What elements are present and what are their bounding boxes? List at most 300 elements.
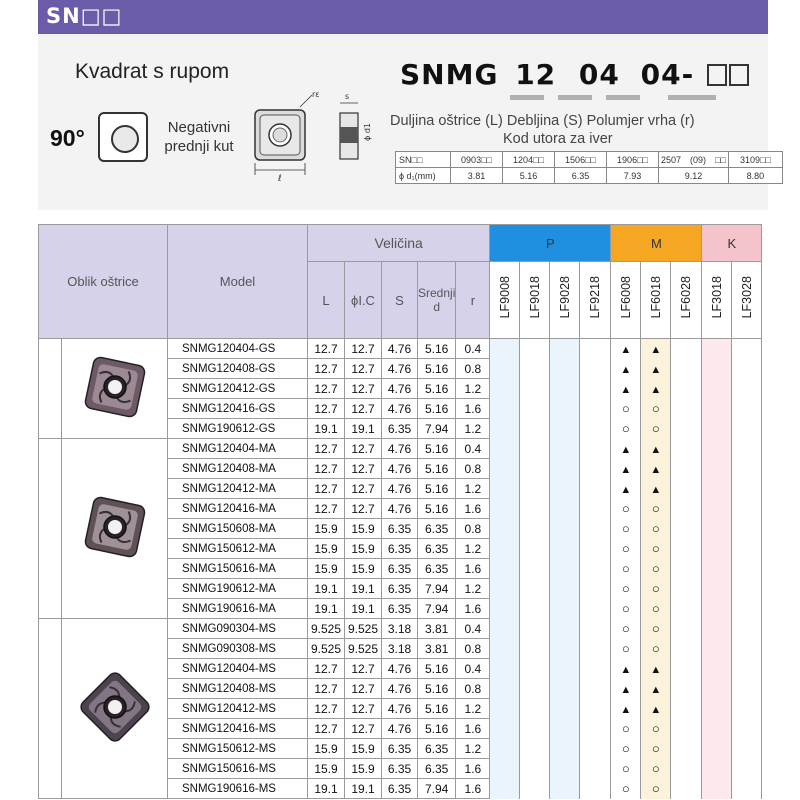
grade-cell xyxy=(641,479,671,499)
size-IC-cell: 15.9 xyxy=(345,559,382,579)
availability-mark: ○ xyxy=(621,760,630,776)
size-r-cell: 0.8 xyxy=(456,679,490,699)
size-d-cell: 6.35 xyxy=(418,759,456,779)
grade-cell xyxy=(702,679,732,699)
grade-cell xyxy=(702,439,732,459)
grade-cell xyxy=(702,539,732,559)
grade-cell xyxy=(671,479,702,499)
grade-cell xyxy=(580,459,611,479)
model-cell: SNMG120408-MS xyxy=(168,679,308,699)
size-S-cell: 6.35 xyxy=(382,519,418,539)
grade-cell xyxy=(611,359,641,379)
grade-cell xyxy=(550,619,580,639)
grade-cell xyxy=(580,739,611,759)
corner-radius-label: rε xyxy=(312,90,320,99)
grade-cell xyxy=(611,659,641,679)
grade-cell xyxy=(671,739,702,759)
grade-cell xyxy=(732,679,762,699)
table-row xyxy=(39,619,762,639)
grade-cell xyxy=(732,359,762,379)
availability-mark: ▲ xyxy=(620,343,632,356)
size-IC-cell: 12.7 xyxy=(345,359,382,379)
grade-cell xyxy=(580,439,611,459)
size-d-cell: 5.16 xyxy=(418,339,456,359)
shape-image-cell xyxy=(62,439,168,619)
size-S-cell: 3.18 xyxy=(382,639,418,659)
size-L-cell: 12.7 xyxy=(308,499,345,519)
grade-cell xyxy=(580,419,611,439)
code-radius: 04- xyxy=(640,58,695,91)
size-r-cell: 1.2 xyxy=(456,579,490,599)
availability-mark: ▲ xyxy=(650,683,662,696)
grade-cell xyxy=(732,779,762,799)
size-d-cell: 3.81 xyxy=(418,619,456,639)
model-cell: SNMG190616-MS xyxy=(168,779,308,799)
grade-cell xyxy=(550,539,580,559)
grade-cell xyxy=(490,479,520,499)
grade-cell xyxy=(702,719,732,739)
grade-cell xyxy=(671,779,702,799)
size-r-cell: 0.4 xyxy=(456,619,490,639)
grade-cell xyxy=(671,419,702,439)
grade-cell xyxy=(520,479,550,499)
thickness-label: s xyxy=(345,92,350,101)
size-IC-cell: 12.7 xyxy=(345,379,382,399)
table-row xyxy=(39,339,762,359)
size-L-cell: 12.7 xyxy=(308,439,345,459)
size-r-cell: 0.8 xyxy=(456,639,490,659)
grade-cell xyxy=(550,699,580,719)
availability-mark: ○ xyxy=(651,760,660,776)
grade-cell xyxy=(520,459,550,479)
size-r-cell: 1.6 xyxy=(456,559,490,579)
grade-cell xyxy=(490,499,520,519)
availability-mark: ○ xyxy=(621,560,630,576)
size-d-cell: 5.16 xyxy=(418,359,456,379)
insert-photo-ma xyxy=(75,487,155,567)
grade-cell xyxy=(732,559,762,579)
availability-mark: ▲ xyxy=(620,663,632,676)
grade-cell xyxy=(611,499,641,519)
model-cell: SNMG120404-MS xyxy=(168,659,308,679)
grade-cell xyxy=(520,779,550,799)
grade-cell xyxy=(580,479,611,499)
grade-cell xyxy=(732,419,762,439)
grade-cell xyxy=(611,459,641,479)
availability-mark: ○ xyxy=(621,740,630,756)
availability-mark: ▲ xyxy=(620,683,632,696)
size-S-cell: 4.76 xyxy=(382,499,418,519)
size-IC-cell: 15.9 xyxy=(345,539,382,559)
size-L-cell: 9.525 xyxy=(308,639,345,659)
grade-cell xyxy=(490,399,520,419)
grade-cell xyxy=(671,399,702,419)
grade-header: LF6008 xyxy=(618,276,633,319)
grade-cell xyxy=(490,439,520,459)
availability-mark: ▲ xyxy=(620,383,632,396)
grade-cell xyxy=(490,699,520,719)
size-d-cell: 6.35 xyxy=(418,739,456,759)
grade-header: LF3028 xyxy=(739,276,754,319)
availability-mark: ▲ xyxy=(650,483,662,496)
grade-cell xyxy=(550,659,580,679)
grade-cell xyxy=(732,519,762,539)
relief-label: Negativni prednji kut xyxy=(164,119,234,155)
grade-cell xyxy=(490,339,520,359)
grade-cell xyxy=(641,459,671,479)
size-IC-cell: 12.7 xyxy=(345,439,382,459)
availability-mark: ○ xyxy=(621,400,630,416)
grade-header: LF9218 xyxy=(588,276,603,319)
size-IC-cell: 9.525 xyxy=(345,639,382,659)
model-cell: SNMG120408-MA xyxy=(168,459,308,479)
grade-cell xyxy=(611,579,641,599)
banner-title: SN□□ xyxy=(46,4,123,28)
size-d-cell: 5.16 xyxy=(418,459,456,479)
grade-cell xyxy=(520,339,550,359)
grade-cell xyxy=(520,579,550,599)
underline-length xyxy=(510,95,544,100)
size-S-cell: 4.76 xyxy=(382,359,418,379)
grade-cell xyxy=(550,639,580,659)
grade-cell xyxy=(702,739,732,759)
size-r-cell: 0.8 xyxy=(456,519,490,539)
insert-image xyxy=(75,667,155,750)
grade-cell xyxy=(520,559,550,579)
size-S-cell: 4.76 xyxy=(382,479,418,499)
grade-cell xyxy=(580,379,611,399)
grade-cell xyxy=(641,659,671,679)
grade-cell xyxy=(732,499,762,519)
availability-mark: ○ xyxy=(651,500,660,516)
code-legend-line1: Duljina oštrice (L) Debljina (S) Polumjer vrha (r) xyxy=(390,113,695,129)
grade-cell xyxy=(580,519,611,539)
grade-cell xyxy=(702,359,732,379)
grade-cell xyxy=(611,619,641,639)
header-size: Veličina xyxy=(308,225,490,262)
grade-header: LF3018 xyxy=(709,276,724,319)
availability-mark: ○ xyxy=(621,780,630,796)
grade-cell xyxy=(490,539,520,559)
size-S-cell: 4.76 xyxy=(382,699,418,719)
size-S-cell: 4.76 xyxy=(382,399,418,419)
model-cell: SNMG150612-MS xyxy=(168,739,308,759)
availability-mark: ▲ xyxy=(620,363,632,376)
grade-cell xyxy=(490,679,520,699)
size-IC-cell: 12.7 xyxy=(345,719,382,739)
shape-spacer xyxy=(39,439,62,619)
size-S-cell: 6.35 xyxy=(382,599,418,619)
grade-cell xyxy=(732,439,762,459)
size-r-cell: 0.4 xyxy=(456,339,490,359)
size-S-cell: 3.18 xyxy=(382,619,418,639)
grade-cell xyxy=(520,699,550,719)
grade-cell xyxy=(732,659,762,679)
grade-cell xyxy=(641,699,671,719)
availability-mark: ○ xyxy=(651,520,660,536)
code-prefix: SNMG xyxy=(400,58,499,91)
code-legend-line2: Kod utora za iver xyxy=(503,131,613,147)
size-r-cell: 0.4 xyxy=(456,659,490,679)
model-cell: SNMG150612-MA xyxy=(168,539,308,559)
grade-cell xyxy=(641,419,671,439)
model-cell: SNMG150616-MA xyxy=(168,559,308,579)
size-r-cell: 0.8 xyxy=(456,359,490,379)
grade-cell xyxy=(702,579,732,599)
size-IC-cell: 15.9 xyxy=(345,759,382,779)
grade-cell xyxy=(641,639,671,659)
size-S-cell: 4.76 xyxy=(382,659,418,679)
size-d-cell: 5.16 xyxy=(418,399,456,419)
shape-image-cell xyxy=(62,619,168,799)
designation-code xyxy=(400,58,749,91)
size-L-cell: 15.9 xyxy=(308,559,345,579)
grade-cell xyxy=(550,739,580,759)
grade-cell xyxy=(550,499,580,519)
size-L-cell: 19.1 xyxy=(308,419,345,439)
availability-mark: ○ xyxy=(651,740,660,756)
grade-cell xyxy=(580,759,611,779)
grade-cell xyxy=(490,719,520,739)
size-d-cell: 5.16 xyxy=(418,659,456,679)
grade-cell xyxy=(641,379,671,399)
model-cell: SNMG120412-MS xyxy=(168,699,308,719)
grade-cell xyxy=(550,579,580,599)
size-d-cell: 3.81 xyxy=(418,639,456,659)
size-IC-cell: 19.1 xyxy=(345,779,382,799)
grade-cell xyxy=(580,539,611,559)
grade-cell xyxy=(550,439,580,459)
size-S-cell: 6.35 xyxy=(382,739,418,759)
mini-row2-label: ϕ d₁(mm) xyxy=(396,168,451,184)
size-r-cell: 1.6 xyxy=(456,759,490,779)
grade-cell xyxy=(490,519,520,539)
code-box-1 xyxy=(707,64,727,86)
grade-cell xyxy=(611,339,641,359)
grade-cell xyxy=(671,699,702,719)
grade-cell xyxy=(641,559,671,579)
availability-mark: ○ xyxy=(651,580,660,596)
grade-cell xyxy=(732,699,762,719)
grade-cell xyxy=(702,419,732,439)
grade-cell xyxy=(671,519,702,539)
grade-cell xyxy=(702,639,732,659)
grade-cell xyxy=(702,619,732,639)
size-IC-cell: 12.7 xyxy=(345,679,382,699)
availability-mark: ○ xyxy=(651,400,660,416)
grade-cell xyxy=(550,379,580,399)
grade-cell xyxy=(580,639,611,659)
size-IC-cell: 15.9 xyxy=(345,739,382,759)
grade-cell xyxy=(732,339,762,359)
grade-cell xyxy=(732,639,762,659)
size-r-cell: 1.2 xyxy=(456,479,490,499)
availability-mark: ○ xyxy=(621,500,630,516)
availability-mark: ○ xyxy=(621,620,630,636)
grade-cell xyxy=(671,539,702,559)
size-d-cell: 5.16 xyxy=(418,439,456,459)
size-L-cell: 12.7 xyxy=(308,379,345,399)
grade-cell xyxy=(580,559,611,579)
size-r-cell: 1.6 xyxy=(456,499,490,519)
availability-mark: ▲ xyxy=(620,443,632,456)
grade-cell xyxy=(611,759,641,779)
model-cell: SNMG120412-GS xyxy=(168,379,308,399)
header-IC: ϕI.C xyxy=(345,262,382,339)
grade-cell xyxy=(702,459,732,479)
grade-cell xyxy=(611,679,641,699)
grade-cell xyxy=(611,439,641,459)
model-cell: SNMG190612-MA xyxy=(168,579,308,599)
grade-cell xyxy=(520,539,550,559)
size-IC-cell: 19.1 xyxy=(345,579,382,599)
header-shape: Oblik oštrice xyxy=(39,225,168,339)
availability-mark: ○ xyxy=(651,640,660,656)
insert-square-icon xyxy=(98,112,148,162)
shape-name: Kvadrat s rupom xyxy=(75,60,230,83)
insert-photo-ms xyxy=(75,667,155,747)
grade-cell xyxy=(702,599,732,619)
grade-cell xyxy=(580,599,611,619)
insert-image xyxy=(75,347,155,430)
grade-cell xyxy=(732,539,762,559)
size-L-cell: 9.525 xyxy=(308,619,345,639)
grade-cell xyxy=(732,739,762,759)
grade-cell xyxy=(580,699,611,719)
grade-cell xyxy=(550,719,580,739)
grade-cell xyxy=(702,339,732,359)
size-L-cell: 12.7 xyxy=(308,399,345,419)
grade-cell xyxy=(641,519,671,539)
grade-cell xyxy=(641,439,671,459)
grade-cell xyxy=(641,539,671,559)
grade-cell xyxy=(520,659,550,679)
insert-photo-gs xyxy=(75,347,155,427)
size-d-cell: 7.94 xyxy=(418,779,456,799)
grade-cell xyxy=(732,579,762,599)
grade-cell xyxy=(580,399,611,419)
availability-mark: ▲ xyxy=(620,483,632,496)
size-IC-cell: 12.7 xyxy=(345,339,382,359)
size-d-cell: 6.35 xyxy=(418,539,456,559)
grade-cell xyxy=(702,559,732,579)
grade-cell xyxy=(641,739,671,759)
size-d-cell: 5.16 xyxy=(418,499,456,519)
grade-cell xyxy=(702,379,732,399)
grade-cell xyxy=(702,399,732,419)
size-S-cell: 6.35 xyxy=(382,759,418,779)
grade-cell xyxy=(550,479,580,499)
size-d-cell: 6.35 xyxy=(418,519,456,539)
size-L-cell: 19.1 xyxy=(308,599,345,619)
model-cell: SNMG120412-MA xyxy=(168,479,308,499)
size-d-cell: 6.35 xyxy=(418,559,456,579)
availability-mark: ▲ xyxy=(650,343,662,356)
hole-diameter-label: ϕ d1 xyxy=(363,123,372,141)
grade-cell xyxy=(611,419,641,439)
grade-cell xyxy=(520,379,550,399)
size-d-cell: 5.16 xyxy=(418,719,456,739)
size-r-cell: 1.2 xyxy=(456,379,490,399)
size-L-cell: 12.7 xyxy=(308,699,345,719)
size-d-cell: 7.94 xyxy=(418,579,456,599)
availability-mark: ○ xyxy=(621,420,630,436)
model-cell: SNMG120416-GS xyxy=(168,399,308,419)
model-cell: SNMG090308-MS xyxy=(168,639,308,659)
grade-cell xyxy=(520,679,550,699)
size-IC-cell: 19.1 xyxy=(345,599,382,619)
grade-cell xyxy=(611,379,641,399)
group-p-header: P xyxy=(490,225,611,262)
size-L-cell: 15.9 xyxy=(308,519,345,539)
grade-cell xyxy=(550,339,580,359)
size-S-cell: 4.76 xyxy=(382,679,418,699)
grade-cell xyxy=(490,639,520,659)
grade-cell xyxy=(520,599,550,619)
grade-cell xyxy=(490,619,520,639)
model-cell: SNMG120404-MA xyxy=(168,439,308,459)
grade-cell xyxy=(550,359,580,379)
grade-header: LF9028 xyxy=(557,276,572,319)
size-S-cell: 4.76 xyxy=(382,339,418,359)
grade-cell xyxy=(641,599,671,619)
grade-cell xyxy=(520,439,550,459)
size-S-cell: 4.76 xyxy=(382,379,418,399)
size-L-cell: 12.7 xyxy=(308,459,345,479)
availability-mark: ○ xyxy=(651,600,660,616)
grade-header: LF6018 xyxy=(648,276,663,319)
grade-cell xyxy=(520,639,550,659)
size-S-cell: 4.76 xyxy=(382,719,418,739)
availability-mark: ▲ xyxy=(620,463,632,476)
grade-cell xyxy=(671,459,702,479)
grade-cell xyxy=(580,619,611,639)
grade-cell xyxy=(550,459,580,479)
size-d-cell: 5.16 xyxy=(418,679,456,699)
insert-image xyxy=(75,487,155,570)
size-L-cell: 19.1 xyxy=(308,579,345,599)
grade-cell xyxy=(702,479,732,499)
clearance-angle: 90° xyxy=(50,125,85,151)
size-r-cell: 1.6 xyxy=(456,719,490,739)
grade-cell xyxy=(671,599,702,619)
size-L-cell: 12.7 xyxy=(308,479,345,499)
grade-cell xyxy=(671,379,702,399)
model-cell: SNMG120416-MA xyxy=(168,499,308,519)
length-label: ℓ xyxy=(278,174,282,184)
size-d-cell: 5.16 xyxy=(418,479,456,499)
grade-cell xyxy=(490,419,520,439)
model-cell: SNMG090304-MS xyxy=(168,619,308,639)
grade-cell xyxy=(732,459,762,479)
grade-cell xyxy=(520,759,550,779)
grade-header: LF9018 xyxy=(527,276,542,319)
grade-cell xyxy=(641,619,671,639)
model-cell: SNMG150608-MA xyxy=(168,519,308,539)
availability-mark: ○ xyxy=(651,540,660,556)
grade-cell xyxy=(580,499,611,519)
grade-cell xyxy=(490,579,520,599)
shape-spacer xyxy=(39,339,62,439)
availability-mark: ○ xyxy=(651,620,660,636)
grade-cell xyxy=(641,679,671,699)
model-cell: SNMG120408-GS xyxy=(168,359,308,379)
grade-cell xyxy=(641,779,671,799)
availability-mark: ○ xyxy=(621,540,630,556)
underline-thickness xyxy=(558,95,592,100)
size-d-cell: 7.94 xyxy=(418,599,456,619)
grade-cell xyxy=(702,699,732,719)
